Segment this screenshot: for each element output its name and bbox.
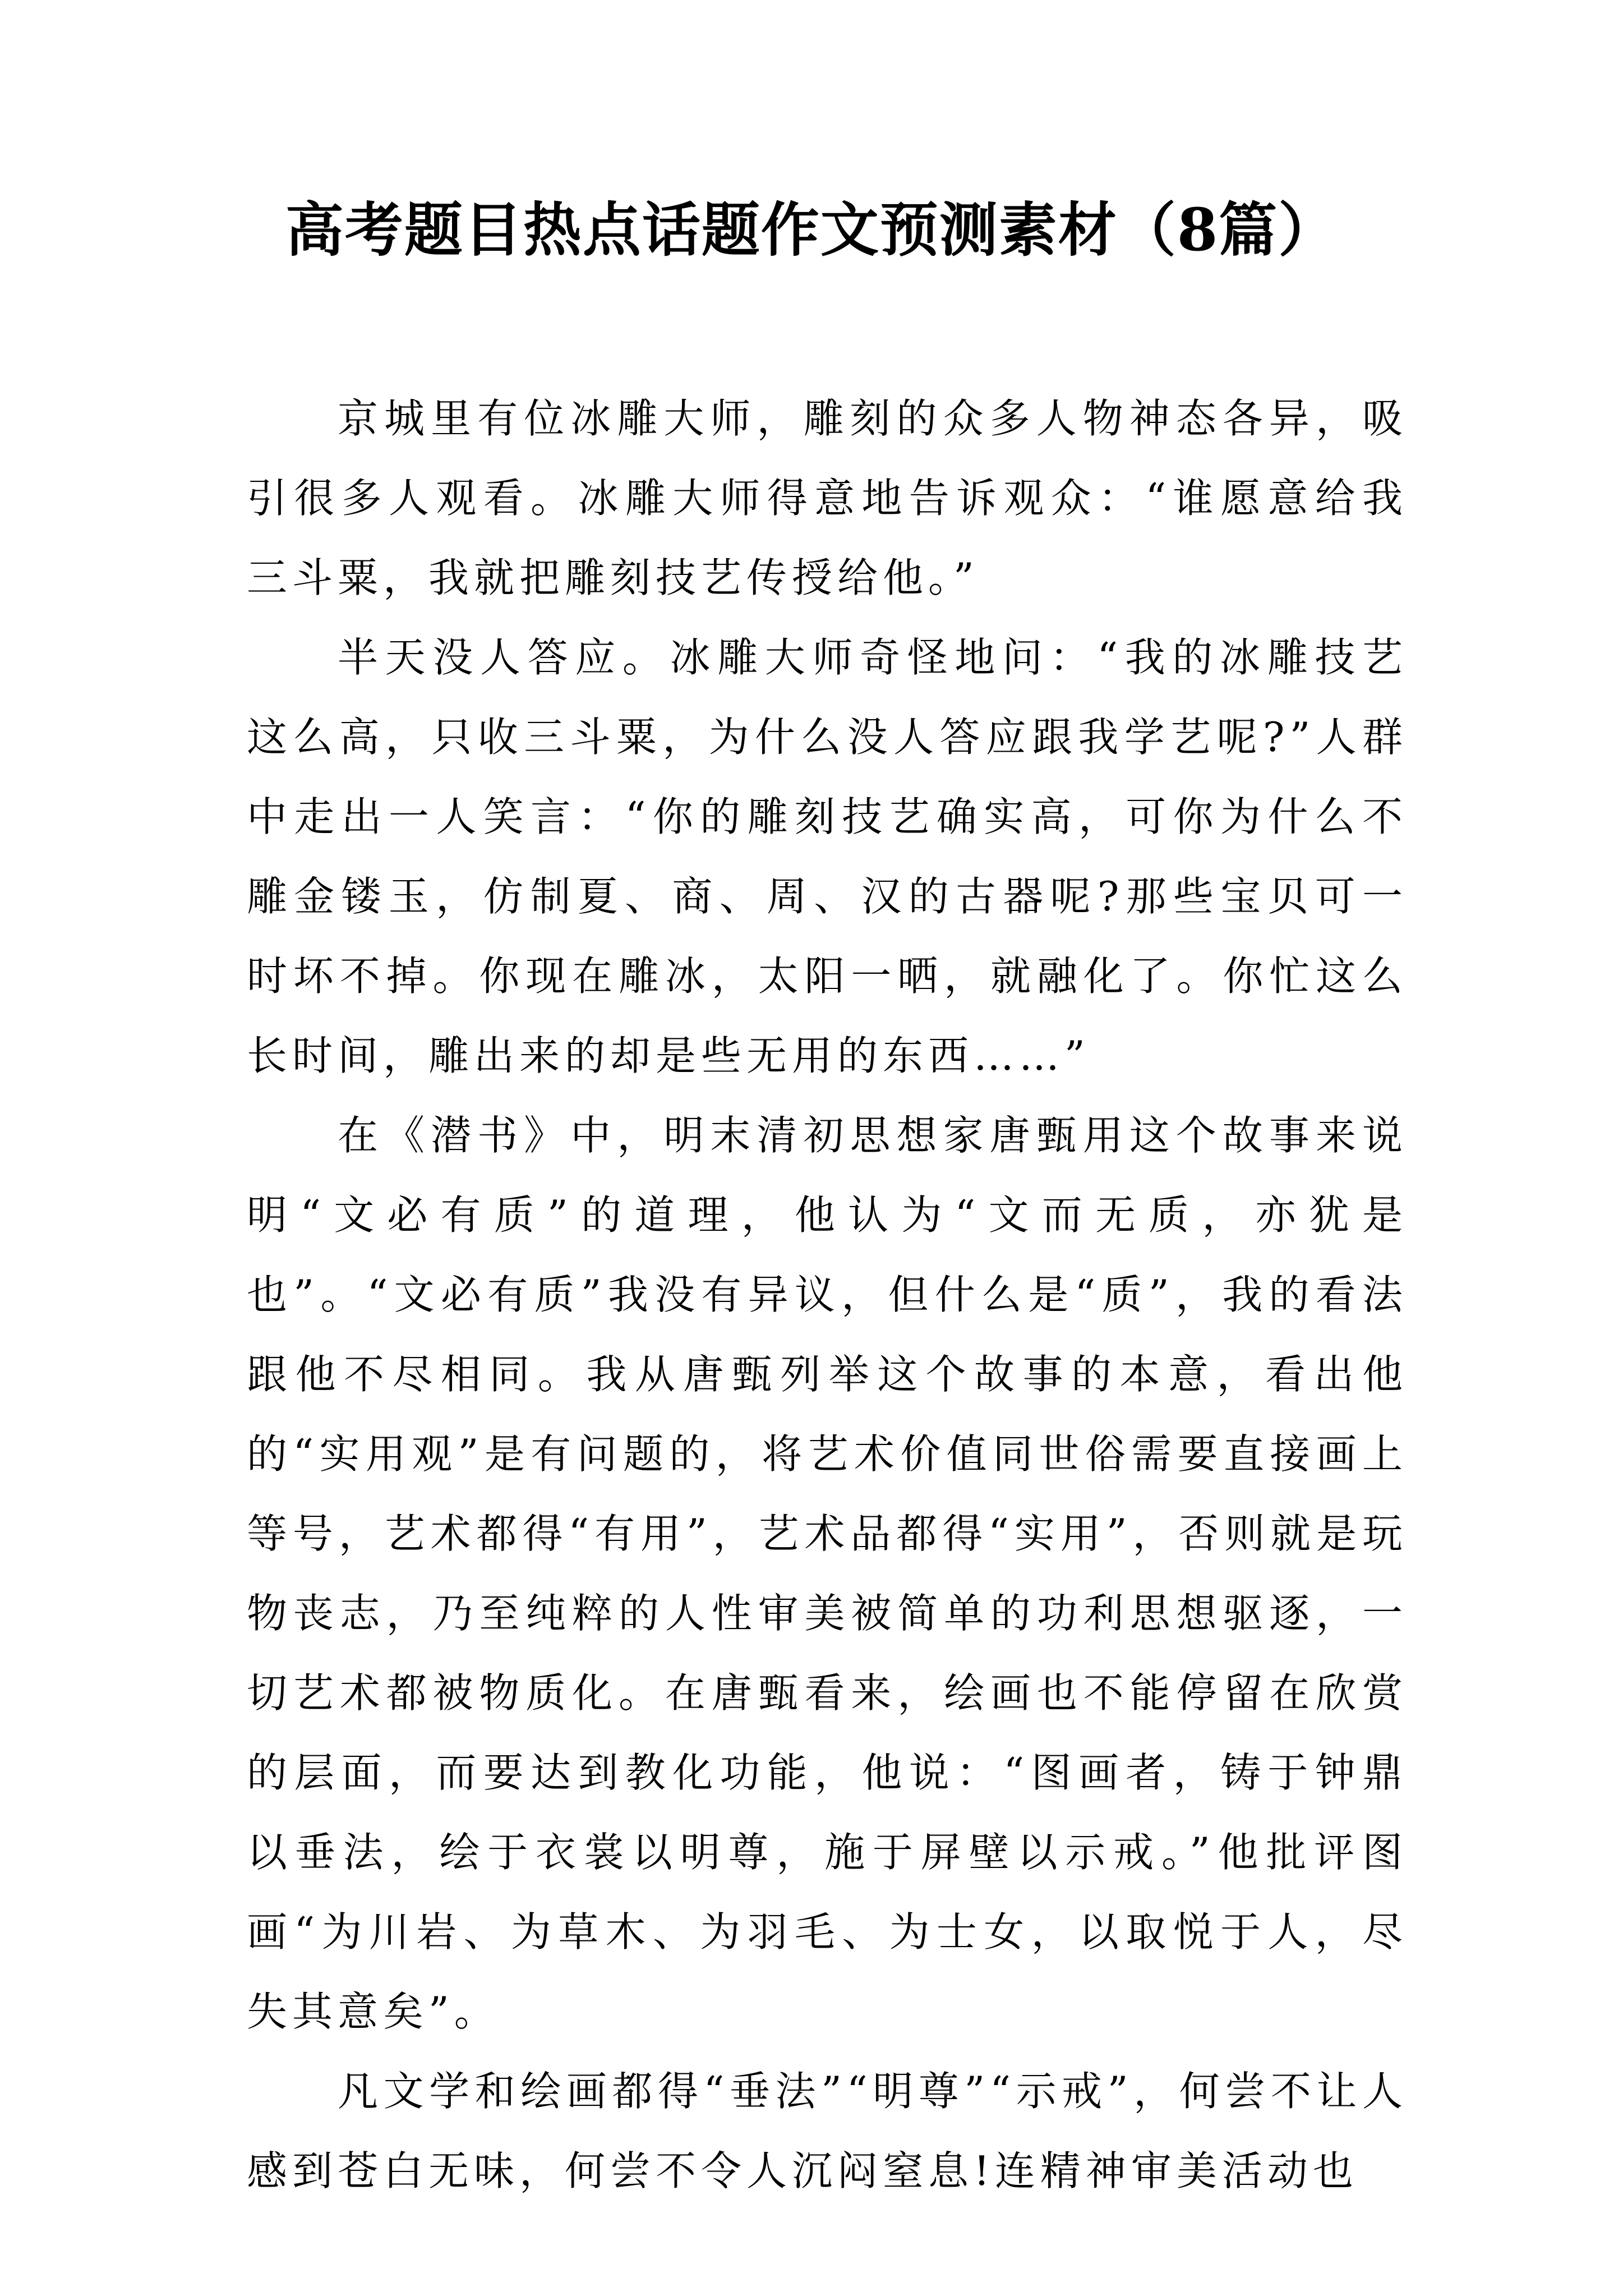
document-title: 高考题目热点话题作文预测素材（8篇）	[285, 195, 1338, 264]
paragraph-3: 在《潜书》中，明末清初思想家唐甄用这个故事来说明“文必有质”的道理，他认为“文而无质，亦犹是也”。“文必有质”我没有异议，但什么是“质”，我的看法跟他不尽相同。我从唐甄列举这个故事的本意，看出他的“实用观”是有问题的，将艺术价值同世俗需要直接画上等号，艺术都得“有用”，艺术品都得“实用”，否则就是玩物丧志，乃至纯粹的人性审美被简单的功利思想驱逐，一切艺术都被物质化。在唐甄看来，绘画也不能停留在欣赏的层面，而要达到教化功能，他说：“图画者，铸于钟鼎以垂法，绘于衣裳以明尊，施于屏壁以示戒。”他批评图画“为川岩、为草木、为羽毛、为士女，以取悦于人，尽失其意矣”。	[247, 1112, 1408, 2035]
paragraph-2: 半天没人答应。冰雕大师奇怪地问：“我的冰雕技艺这么高，只收三斗粟，为什么没人答应跟我学艺呢?”人群中走出一人笑言：“你的雕刻技艺确实高，可你为什么不雕金镂玉，仿制夏、商、周、汉的古器呢?那些宝贝可一时坏不掉。你现在雕冰，太阳一晒，就融化了。你忙这么长时间，雕出来的却是些无用的东西……”	[247, 634, 1408, 1079]
document-body	[247, 379, 1408, 2211]
paragraph-1: 京城里有位冰雕大师，雕刻的众多人物神态各异，吸引很多人观看。冰雕大师得意地告诉观众：“谁愿意给我三斗粟，我就把雕刻技艺传授给他。”	[247, 395, 1408, 601]
paragraph-4: 凡文学和绘画都得“垂法”“明尊”“示戒”，何尝不让人感到苍白无味，何尝不令人沉闷窒息!连精神审美活动也	[247, 2068, 1408, 2194]
